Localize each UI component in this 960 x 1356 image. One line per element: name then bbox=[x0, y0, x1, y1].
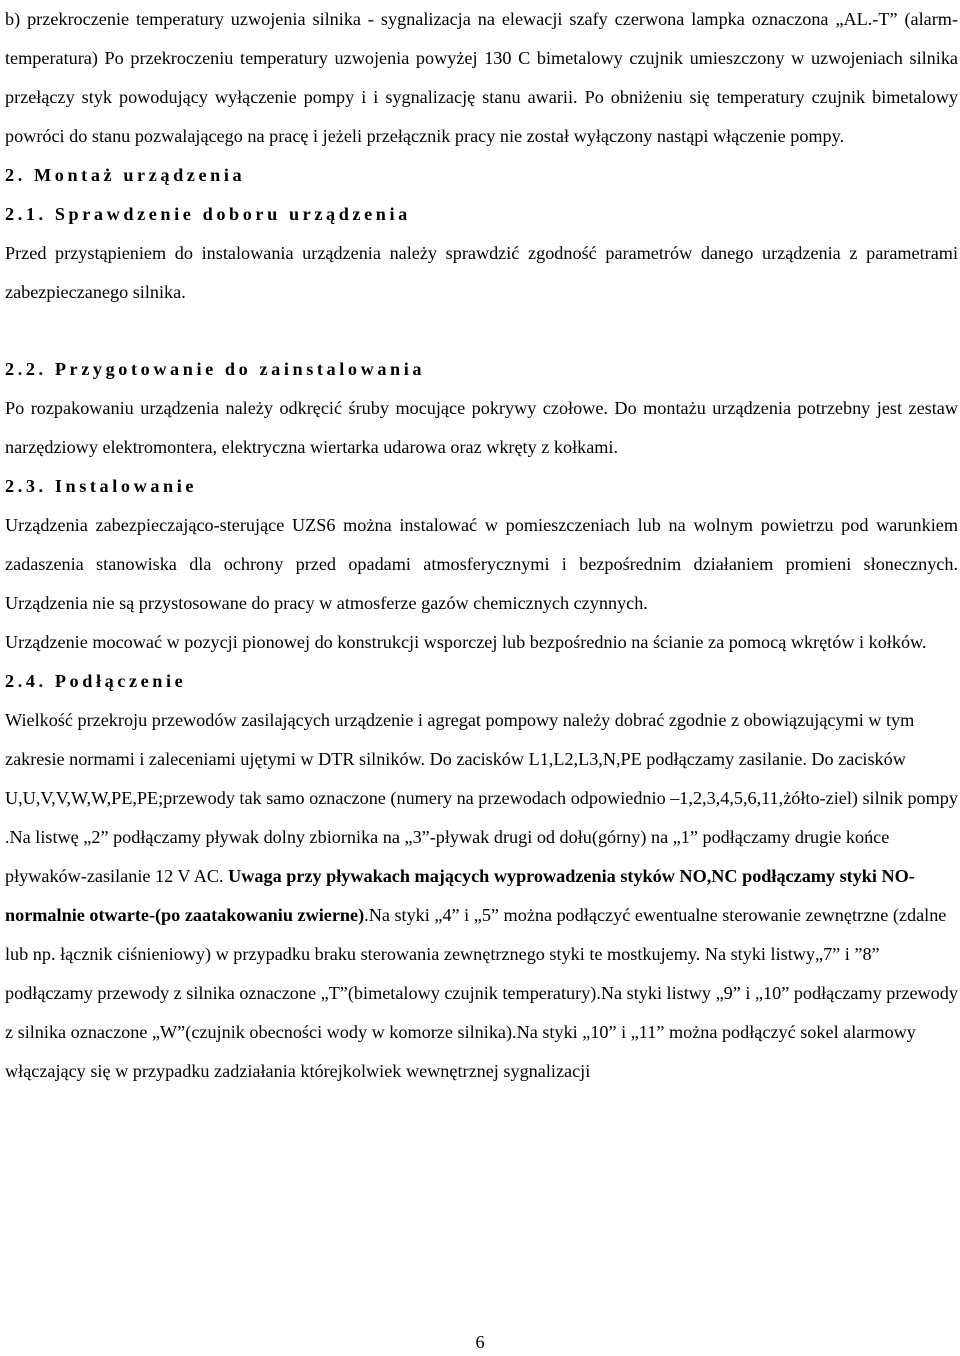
vertical-gap bbox=[5, 312, 958, 350]
page-number: 6 bbox=[475, 1332, 485, 1352]
paragraph-connection bbox=[5, 701, 958, 1091]
paragraph-preparation: Po rozpakowaniu urządzenia należy odkręcić śruby mocujące pokrywy czołowe. Do montażu urządzenia potrzebny jest zestaw narzędziowy elektromontera, elektryczna wiertarka udarowa oraz wkręty z kołkami. bbox=[5, 398, 958, 457]
paragraph-device-selection: Przed przystąpieniem do instalowania urządzenia należy sprawdzić zgodność parametrów danego urządzenia z parametrami zabezpieczanego silnika. bbox=[5, 243, 958, 302]
heading-section-2-2: 2.2. Przygotowanie do zainstalowania bbox=[5, 359, 426, 379]
paragraph-temperature-alarm: b) przekroczenie temperatury uzwojenia silnika - sygnalizacja na elewacji szafy czerwona lampka oznaczona „AL.-T” (alarm-temperatura) Po przekroczeniu temperatury uzwojenia powyżej 130 C bimetalowy czujnik umieszczony w uzwojeniach silnika przełączy styk powodujący wyłączenie pompy i i sygnalizację stanu awarii. Po obniżeniu się temperatury czujnik bimetalowy powróci do stanu pozwalającego na pracę i jeżeli przełącznik pracy nie został wyłączony nastąpi włączenie pompy. bbox=[5, 9, 958, 146]
paragraph-installation-conditions: Urządzenia zabezpieczająco-sterujące UZS6 można instalować w pomieszczeniach lub na wolnym powietrzu pod warunkiem zadaszenia stanowiska dla ochrony przed opadami atmosferycznymi i bezpośrednim działaniem promieni słonecznych. Urządzenia nie są przystosowane do pracy w atmosferze gazów chemicznych czynnych. bbox=[5, 515, 958, 613]
heading-section-2-1: 2.1. Sprawdzenie doboru urządzenia bbox=[5, 204, 411, 224]
connection-text-part-1: Wielkość przekroju przewodów zasilających urządzenie i agregat pompowy należy dobrać zgodnie z obowiązującymi w tym zakresie normami i zaleceniami ujętymi w DTR silników. Do zacisków L1,L2,L3,N,PE podłączamy zasilanie. Do zacisków U,U,V,V,W,W,PE,PE;przewody tak samo oznaczone (numery na przewodach odpowiednio –1,2,3,4,5,6,11,żółto-ziel) silnik pompy .Na listwę „2” podłączamy pływak dolny zbiornika na „3”-pływak drugi od dołu(górny) na „1” podłączamy drugie końce pływaków-zasilanie 12 V AC. bbox=[5, 710, 958, 886]
heading-section-2: 2. Montaż urządzenia bbox=[5, 165, 246, 185]
connection-text-part-2: .Na styki „4” i „5” można podłączyć ewentualne sterowanie zewnętrzne (zdalne lub np. łącznik ciśnieniowy) w przypadku braku sterowania zewnętrznego styki te mostkujemy. Na styki listwy„7” i ”8” podłączamy przewody z silnika oznaczone „T”(bimetalowy czujnik temperatury).Na styki listwy „9” i „10” podłączamy przewody z silnika oznaczone „W”(czujnik obecności wody w komorze silnika).Na styki „10” i „11” można podłączyć sokel alarmowy włączający się w przypadku zadziałania którejkolwiek wewnętrznej sygnalizacji bbox=[5, 905, 958, 1081]
document-page bbox=[5, 0, 958, 1091]
heading-section-2-4: 2.4. Podłączenie bbox=[5, 671, 187, 691]
paragraph-mounting: Urządzenie mocować w pozycji pionowej do konstrukcji wsporczej lub bezpośrednio na ścianie za pomocą wkrętów i kołków. bbox=[5, 632, 927, 652]
connection-warning-bold: Uwaga przy pływakach mających wyprowadzenia styków NO,NC podłączamy styki NO-normalnie otwarte-(po zaatakowaniu zwierne) bbox=[5, 866, 915, 925]
heading-section-2-3: 2.3. Instalowanie bbox=[5, 476, 198, 496]
